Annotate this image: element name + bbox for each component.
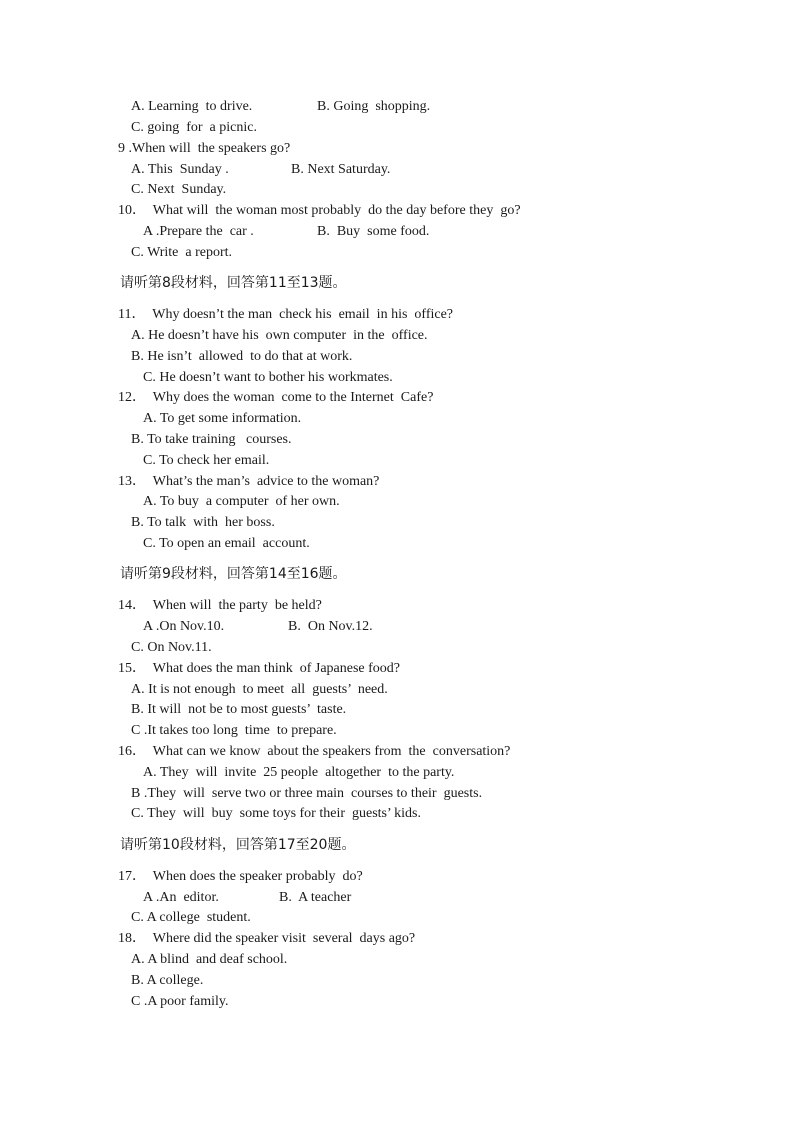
answer-option: C. On Nov.11. <box>131 640 212 655</box>
answer-option: B. A teacher <box>279 890 352 905</box>
answer-option: C .A poor family. <box>131 994 229 1009</box>
question-text: 15． What does the man think of Japanese food? <box>118 661 401 676</box>
answer-option: C. A college student. <box>131 910 251 925</box>
answer-option: C. To open an email account. <box>143 536 310 551</box>
answer-option: B. To talk with her boss. <box>131 515 275 530</box>
section-instruction: 请听第8段材料，回答第11至13题。 <box>120 275 347 291</box>
answer-option: A .Prepare the car . <box>143 224 254 239</box>
answer-option: A. Learning to drive. <box>131 99 253 114</box>
answer-option: C .It takes too long time to prepare. <box>131 723 337 738</box>
answer-option: B .They will serve two or three main courses to their guests. <box>131 786 483 801</box>
answer-option: A. A blind and deaf school. <box>131 952 288 967</box>
answer-option: A. He doesn’t have his own computer in the office. <box>131 328 428 343</box>
question-text: 16． What can we know about the speakers from the conversation? <box>118 744 511 759</box>
answer-option: C. Next Sunday. <box>131 182 227 197</box>
section-instruction: 请听第9段材料，回答第14至16题。 <box>120 566 347 582</box>
question-text: 18． Where did the speaker visit several days ago? <box>118 931 416 946</box>
answer-option: B. On Nov.12. <box>288 619 373 634</box>
answer-option: A. This Sunday . <box>131 162 229 177</box>
question-text: 14． When will the party be held? <box>118 598 322 613</box>
question-text: 11． Why doesn’t the man check his email in his office? <box>118 307 454 322</box>
question-text: 17． When does the speaker probably do? <box>118 869 363 884</box>
answer-option: B. Buy some food. <box>317 224 430 239</box>
answer-option: B. Going shopping. <box>317 99 431 114</box>
answer-option: C. To check her email. <box>143 453 270 468</box>
answer-option: C. He doesn’t want to bother his workmates. <box>143 370 393 385</box>
section-instruction: 请听第10段材料，回答第17至20题。 <box>120 837 356 853</box>
answer-option: A .On Nov.10. <box>143 619 225 634</box>
question-text: 13． What’s the man’s advice to the woman? <box>118 474 380 489</box>
answer-option: A. They will invite 25 people altogether to the party. <box>143 765 455 780</box>
question-text: 9 .When will the speakers go? <box>118 141 291 156</box>
question-text: 12． Why does the woman come to the Internet Cafe? <box>118 390 434 405</box>
answer-option: C. They will buy some toys for their guests’ kids. <box>131 806 421 821</box>
answer-option: B. He isn’t allowed to do that at work. <box>131 349 353 364</box>
answer-option: B. It will not be to most guests’ taste. <box>131 702 347 717</box>
answer-option: B. To take training courses. <box>131 432 292 447</box>
answer-option: A. To get some information. <box>143 411 302 426</box>
answer-option: A. It is not enough to meet all guests’ need. <box>131 682 388 697</box>
answer-option: C. going for a picnic. <box>131 120 257 135</box>
question-text: 10． What will the woman most probably do the day before they go? <box>118 203 521 218</box>
answer-option: B. Next Saturday. <box>291 162 391 177</box>
answer-option: C. Write a report. <box>131 245 233 260</box>
answer-option: B. A college. <box>131 973 204 988</box>
answer-option: A. To buy a computer of her own. <box>143 494 340 509</box>
answer-option: A .An editor. <box>143 890 219 905</box>
